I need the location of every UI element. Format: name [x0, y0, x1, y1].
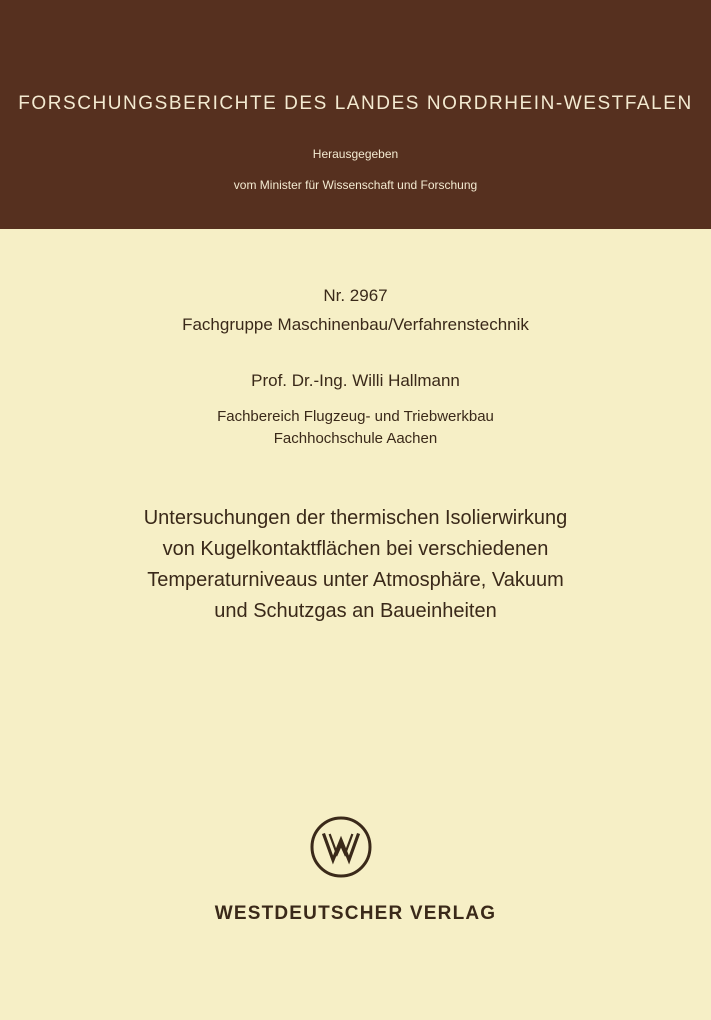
header-band: [0, 0, 711, 229]
report-title: [60, 503, 651, 627]
editor-line: vom Minister für Wissenschaft und Forschung: [233, 178, 478, 192]
publisher-name: WESTDEUTSCHER VERLAG: [214, 903, 497, 924]
title-line-3: Temperaturniveaus unter Atmosphäre, Vakuum: [147, 569, 564, 591]
title-line-2: von Kugelkontaktflächen bei verschiedenen: [162, 538, 549, 560]
author-name: Prof. Dr.-Ing. Willi Hallmann: [251, 371, 460, 390]
wv-circle-logo-icon: [309, 815, 373, 879]
subject-group: Fachgruppe Maschinenbau/Verfahrenstechnik: [182, 315, 529, 334]
edited-label: Herausgegeben: [312, 147, 399, 161]
author-department: Fachbereich Flugzeug- und Triebwerkbau: [217, 408, 494, 425]
series-title: FORSCHUNGSBERICHTE DES LANDES NORDRHEIN-WESTFALEN: [18, 93, 693, 114]
author-institution: Fachhochschule Aachen: [273, 430, 438, 447]
publication-number: Nr. 2967: [323, 286, 388, 305]
title-line-1: Untersuchungen der thermischen Isolierwirkung: [143, 507, 568, 529]
title-line-4: und Schutzgas an Baueinheiten: [214, 600, 497, 622]
